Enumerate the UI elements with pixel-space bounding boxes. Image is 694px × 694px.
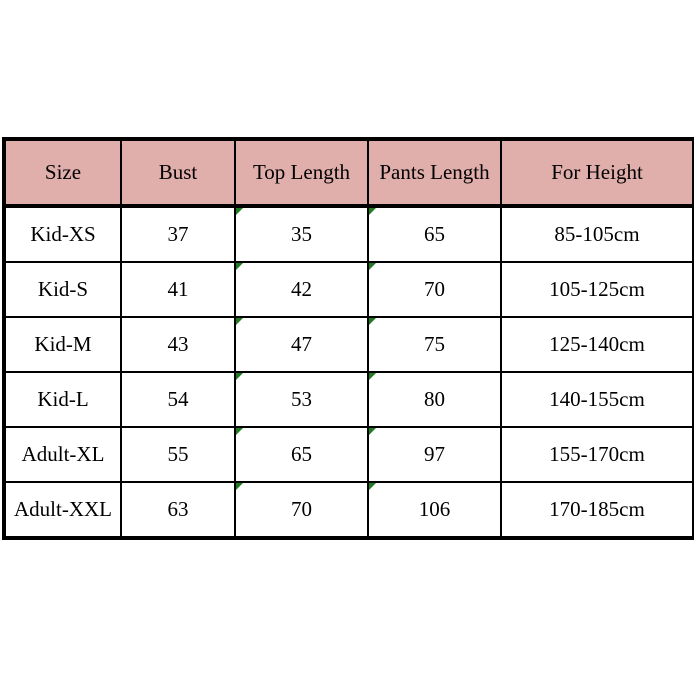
- cell-value: 80: [424, 387, 445, 411]
- cell-pants-length: [368, 262, 501, 317]
- cell-pants-length: [368, 317, 501, 372]
- cell-for-height: [501, 206, 694, 262]
- cell-value: 70: [291, 497, 312, 521]
- size-chart-table: [2, 137, 694, 540]
- cell-size: [4, 317, 121, 372]
- cell-value: 53: [291, 387, 312, 411]
- table-header: [4, 139, 694, 206]
- cell-size: [4, 482, 121, 538]
- cell-value: 170-185cm: [549, 497, 645, 521]
- table-body: [4, 206, 694, 538]
- cell-value: 65: [424, 222, 445, 246]
- green-corner-indicator-icon: [236, 428, 243, 435]
- cell-value: 63: [167, 497, 189, 521]
- cell-for-height: [501, 317, 694, 372]
- cell-for-height: [501, 427, 694, 482]
- cell-top-length: [235, 372, 368, 427]
- cell-value: 155-170cm: [549, 442, 645, 466]
- cell-value: Kid-XS: [30, 222, 96, 246]
- green-corner-indicator-icon: [369, 208, 376, 215]
- cell-for-height: [501, 372, 694, 427]
- column-header-pants-length: Pants Length: [368, 139, 501, 206]
- cell-bust: [121, 427, 235, 482]
- cell-top-length: [235, 262, 368, 317]
- cell-value: Kid-S: [37, 277, 89, 301]
- cell-value: 42: [291, 277, 312, 301]
- cell-bust: [121, 262, 235, 317]
- cell-value: Kid-M: [34, 332, 92, 356]
- green-corner-indicator-icon: [369, 373, 376, 380]
- cell-size: [4, 206, 121, 262]
- cell-value: 70: [424, 277, 445, 301]
- cell-value: Kid-L: [37, 387, 89, 411]
- cell-bust: [121, 482, 235, 538]
- table-row: [4, 262, 694, 317]
- table-row: [4, 206, 694, 262]
- table-row: [4, 482, 694, 538]
- cell-value: 37: [167, 222, 189, 246]
- green-corner-indicator-icon: [369, 483, 376, 490]
- table-row: [4, 372, 694, 427]
- green-corner-indicator-icon: [369, 318, 376, 325]
- cell-value: 43: [167, 332, 189, 356]
- cell-for-height: [501, 262, 694, 317]
- green-corner-indicator-icon: [236, 318, 243, 325]
- cell-pants-length: [368, 206, 501, 262]
- green-corner-indicator-icon: [369, 263, 376, 270]
- cell-value: 55: [167, 442, 189, 466]
- cell-size: [4, 427, 121, 482]
- cell-value: 105-125cm: [549, 277, 645, 301]
- column-header-for-height: For Height: [501, 139, 694, 206]
- green-corner-indicator-icon: [236, 208, 243, 215]
- green-corner-indicator-icon: [236, 373, 243, 380]
- cell-top-length: [235, 427, 368, 482]
- cell-pants-length: [368, 427, 501, 482]
- cell-size: [4, 372, 121, 427]
- table-row: [4, 317, 694, 372]
- cell-value: 65: [291, 442, 312, 466]
- cell-value: 125-140cm: [549, 332, 645, 356]
- column-header-size: Size: [4, 139, 121, 206]
- cell-value: 106: [418, 497, 451, 521]
- cell-value: 41: [167, 277, 189, 301]
- cell-bust: [121, 206, 235, 262]
- cell-value: 35: [291, 222, 312, 246]
- header-row: [4, 139, 694, 206]
- cell-top-length: [235, 206, 368, 262]
- cell-value: 54: [167, 387, 189, 411]
- cell-value: 75: [424, 332, 445, 356]
- cell-value: Adult-XXL: [14, 497, 112, 521]
- cell-value: 140-155cm: [549, 387, 645, 411]
- cell-size: [4, 262, 121, 317]
- cell-pants-length: [368, 482, 501, 538]
- green-corner-indicator-icon: [236, 483, 243, 490]
- cell-bust: [121, 372, 235, 427]
- cell-pants-length: [368, 372, 501, 427]
- cell-bust: [121, 317, 235, 372]
- cell-top-length: [235, 317, 368, 372]
- cell-value: Adult-XL: [21, 442, 105, 466]
- cell-for-height: [501, 482, 694, 538]
- cell-value: 97: [424, 442, 445, 466]
- green-corner-indicator-icon: [369, 428, 376, 435]
- column-header-top-length: Top Length: [235, 139, 368, 206]
- green-corner-indicator-icon: [236, 263, 243, 270]
- column-header-bust: Bust: [121, 139, 235, 206]
- table-row: [4, 427, 694, 482]
- cell-value: 85-105cm: [554, 222, 640, 246]
- cell-top-length: [235, 482, 368, 538]
- cell-value: 47: [291, 332, 312, 356]
